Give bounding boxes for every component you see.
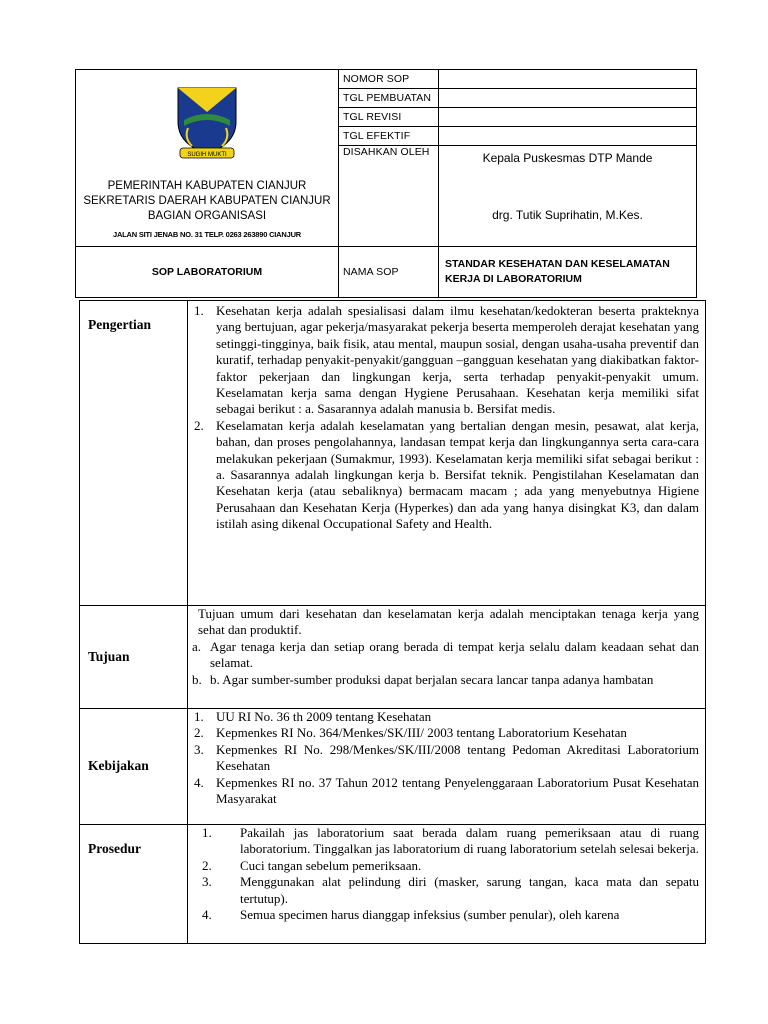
sop-header-table (75, 69, 697, 298)
org-line: BAGIAN ORGANISASI (147, 210, 267, 222)
section-label-pengertian: Pengertian (80, 301, 188, 606)
list-item: b. b. Agar sumber-sumber produksi dapat berjalan secara lancar tanpa adanya hambatan (192, 671, 654, 687)
approver-name: drg. Tutik Suprihatin, M.Kes. (492, 208, 643, 223)
section-content-tujuan (188, 606, 706, 709)
approved-label: DISAHKAN OLEH (339, 146, 439, 247)
field-value (439, 127, 697, 146)
section-content-pengertian (188, 301, 706, 606)
section-content-prosedur (188, 825, 706, 944)
list-item: 3. Menggunakan alat pelindung diri (masker, sarung tangan, kaca mata dan sepatu tertutup). (202, 874, 699, 906)
section-label-kebijakan: Kebijakan (80, 709, 188, 825)
sop-title: SOP LABORATORIUM (76, 247, 339, 298)
regency-logo (80, 82, 334, 165)
list-item: 4. Semua specimen harus dianggap infeksius (sumber penular), oleh karena (202, 907, 620, 923)
org-block (76, 70, 339, 247)
field-value (439, 108, 697, 127)
sop-body-table (79, 300, 706, 944)
org-line: SEKRETARIS DAERAH KABUPATEN CIANJUR (83, 195, 331, 207)
field-value (439, 89, 697, 108)
field-value (439, 70, 697, 89)
list-item: 1. Pakailah jas laboratorium saat berada dalam ruang pemeriksaan atau di ruang laboratorium. Tinggalkan jas laboratorium di ruang laboratorium setelah selesai bekerja. (202, 825, 699, 857)
list-item: 2. Keselamatan kerja adalah keselamatan yang bertalian dengan mesin, pesawat, alat kerja, bahan, dan proses pengolahannya, landasan tempat kerja dan lingkungannya serta cara-cara melakukan pekerjaan (Sumakmur, 1993). Keselamatan kerja memiliki sifat sebagai berikut : a. Sasarannya adalah lingkungan kerja b. Bersifat teknik. Pengistilahan Keselamatan dan Kesehatan kerja (atau sebaliknya) bermacam macam ; ada yang menyebutnya Higiene Perusahaan dan Kesehatan Kerja (Hyperkes) dan ada yang hanya disingkat K3, dan dalam istilah asing dikenal Occupational Safety and Health. (194, 417, 699, 532)
org-line: PEMERINTAH KABUPATEN CIANJUR (107, 180, 307, 192)
org-address: JALAN SITI JENAB NO. 31 TELP. 0263 263890 CIANJUR (112, 230, 302, 239)
field-label: TGL EFEKTIF (339, 127, 439, 146)
list-item: a. Agar tenaga kerja dan setiap orang berada di tempat kerja selalu dalam keadaan sehat dan selamat. (192, 638, 699, 671)
list-item: 1. Kesehatan kerja adalah spesialisasi dalam ilmu kesehatan/kedokteran beserta prakteknya yang bertujuan, agar pekerja/masyarakat pekerja beserta memperoleh derajat kesehatan yang setinggi-tingginya, baik fisik, atau mental, maupun sosial, dengan usaha-usaha preventif dan kuratif, terhadap penyakit-penyakit/gangguan –gangguan kesehatan yang diakibatkan faktor-faktor pekerjaan dan lingkungan kerja, serta terhadap penyakit-penyakit umum. Keselamatan kerja sama dengan Hygiene Perusahaan. Kesehatan kerja memiliki sifat sebagai berikut : a. Sasarannya adalah manusia b. Bersifat medis. (194, 303, 699, 417)
logo-ribbon-text: SUGIH MUKTI (187, 152, 227, 158)
tujuan-intro: Tujuan umum dari kesehatan dan keselamatan kerja adalah menciptakan tenaga kerja yang sehat dan produktif. (198, 606, 699, 638)
list-item: 2. Kepmenkes RI No. 364/Menkes/SK/III/ 2003 tentang Laboratorium Kesehatan (194, 725, 627, 741)
sop-name-label: NAMA SOP (339, 247, 439, 298)
list-item: 4. Kepmenkes RI no. 37 Tahun 2012 tentang Penyelenggaraan Laboratorium Pusat Kesehatan Masyarakat (194, 774, 699, 807)
field-label: TGL PEMBUATAN (339, 89, 439, 108)
field-label: TGL REVISI (339, 108, 439, 127)
section-label-prosedur: Prosedur (80, 825, 188, 944)
approver-block (439, 146, 697, 247)
section-label-tujuan: Tujuan (80, 606, 188, 709)
sop-name: STANDAR KESEHATAN DAN KESELAMATAN KERJA DI LABORATORIUM (439, 247, 697, 298)
list-item: 2. Cuci tangan sebelum pemeriksaan. (202, 857, 422, 873)
list-item: 3. Kepmenkes RI No. 298/Menkes/SK/III/2008 tentang Pedoman Akreditasi Laboratorium Kesehatan (194, 741, 699, 774)
field-label: NOMOR SOP (339, 70, 439, 89)
list-item: 1. UU RI No. 36 th 2009 tentang Kesehatan (194, 709, 432, 724)
approver-title: Kepala Puskesmas DTP Mande (482, 151, 653, 166)
section-content-kebijakan (188, 709, 706, 825)
org-name (80, 179, 334, 224)
